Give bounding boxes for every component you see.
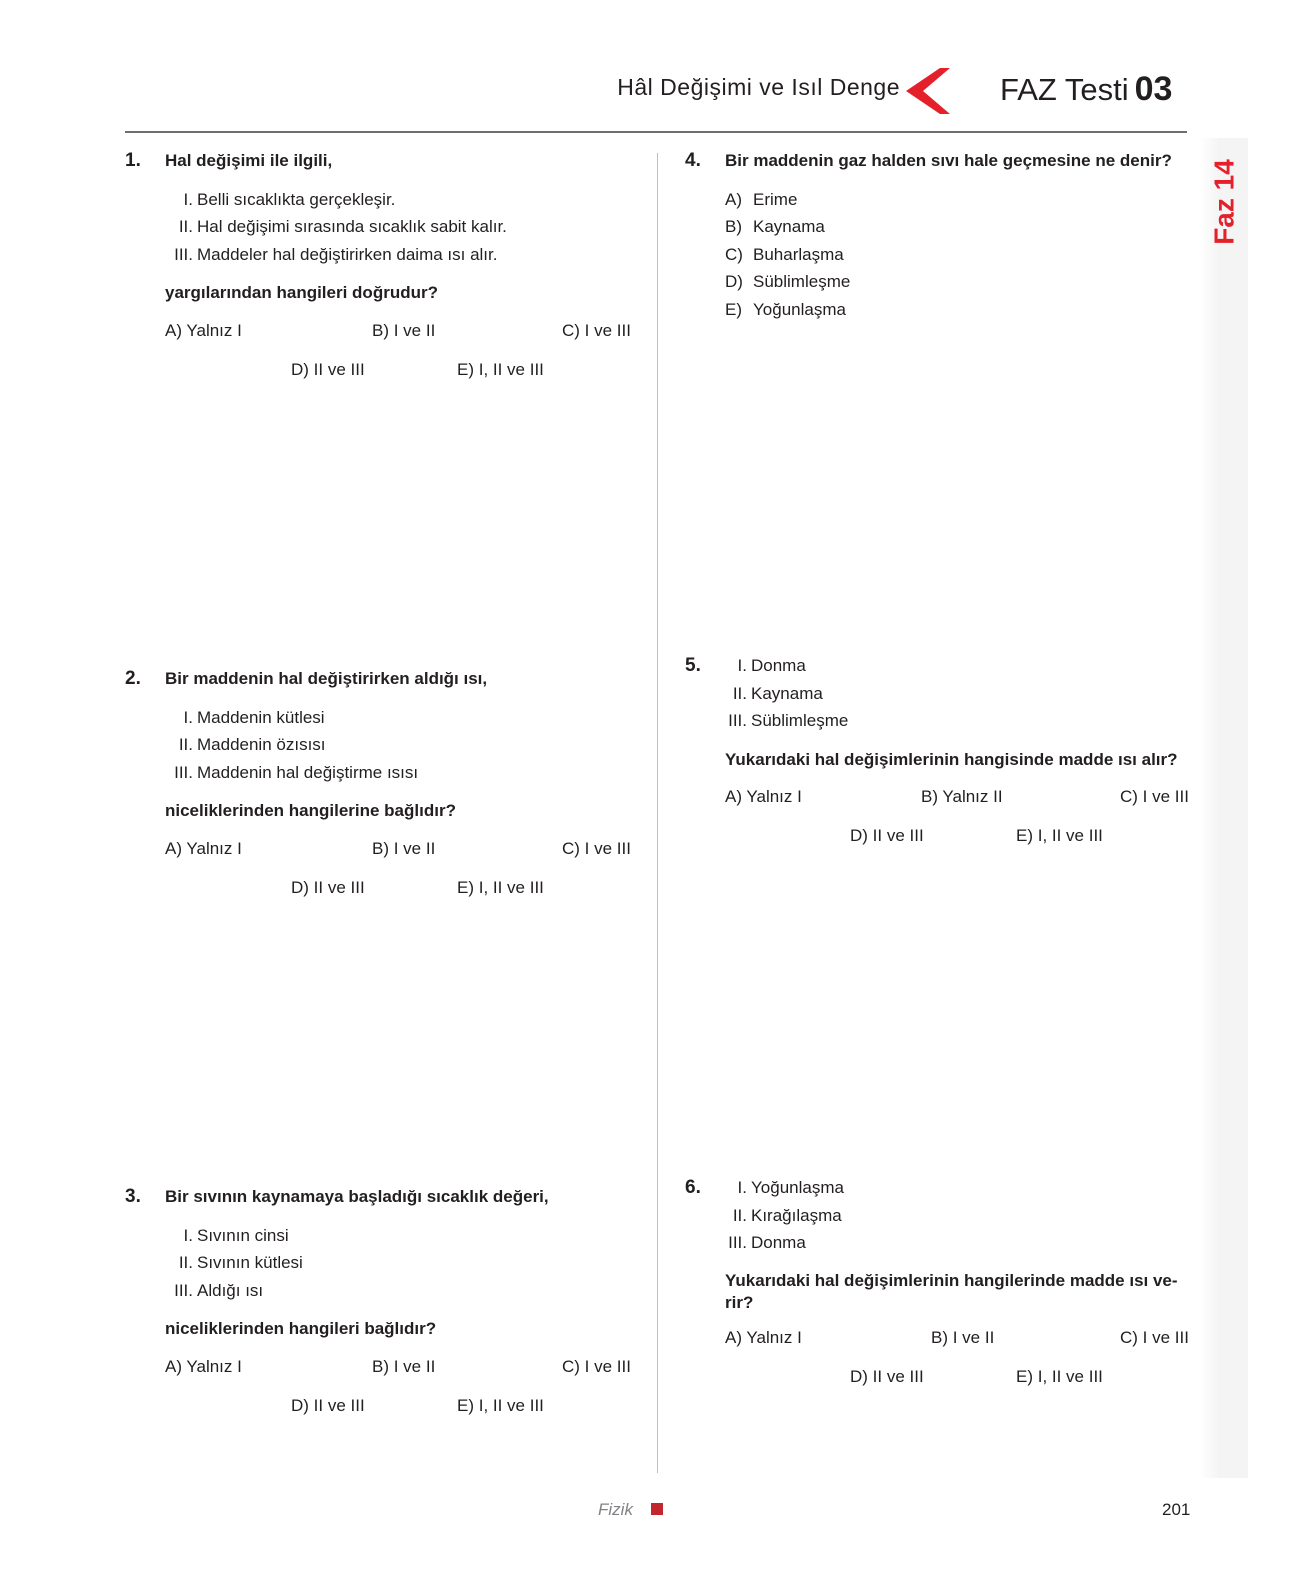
option-c[interactable]: C) Buharlaşma xyxy=(725,244,844,264)
statement-item: III. Aldığı ısı xyxy=(174,1280,264,1300)
option-b[interactable]: B) Yalnız II xyxy=(921,787,1003,806)
statement-item: I. Belli sıcaklıkta gerçekleşir. xyxy=(183,189,396,209)
question-prompt xyxy=(725,1270,1190,1314)
footer-square-icon xyxy=(651,1503,663,1515)
side-tab-label xyxy=(1206,150,1246,255)
question-prompt-line: rir? xyxy=(725,1292,754,1312)
answer-options xyxy=(725,783,1190,861)
option-d[interactable]: D) II ve III xyxy=(291,1395,365,1415)
option-e[interactable]: E) I, II ve III xyxy=(1016,1366,1103,1386)
statement-item: II. Kaynama xyxy=(732,683,823,703)
option-b[interactable]: B) I ve II xyxy=(372,1356,436,1376)
side-strip xyxy=(1200,138,1248,1478)
statement-item: III. Maddenin hal değiştirme ısısı xyxy=(174,762,419,782)
statement-item: III. Donma xyxy=(728,1233,806,1252)
option-c[interactable]: C) I ve III xyxy=(562,1356,631,1376)
option-c[interactable]: C) I ve III xyxy=(562,838,631,858)
option-e[interactable]: E) I, II ve III xyxy=(457,1395,544,1415)
option-a[interactable]: A) Yalnız I xyxy=(165,838,242,858)
statement-list xyxy=(171,1222,645,1305)
option-d[interactable]: D) II ve III xyxy=(850,1366,924,1386)
statement-item: II. Sıvının kütlesi xyxy=(178,1253,303,1272)
answer-options xyxy=(165,317,645,395)
statement-item: I. Maddenin kütlesi xyxy=(183,707,325,727)
side-tab-text: Faz 14 xyxy=(1208,159,1240,245)
option-a[interactable]: A) Yalnız I xyxy=(725,787,802,806)
question-number: 5. xyxy=(685,655,701,676)
option-d[interactable]: D) Süblimleşme xyxy=(725,272,851,291)
option-c[interactable]: C) I ve III xyxy=(1120,787,1189,806)
statement-list xyxy=(725,1174,1190,1257)
statement-item: I. Donma xyxy=(737,656,806,675)
statement-list xyxy=(171,704,645,787)
answer-options xyxy=(725,186,1190,324)
question-stem: Bir sıvının kaynamaya başladığı sıcaklık değeri, xyxy=(165,1187,549,1206)
question-prompt: niceliklerinden hangileri bağlıdır? xyxy=(165,1319,437,1338)
answer-options xyxy=(165,1353,645,1431)
question-number: 3. xyxy=(125,1186,141,1207)
question-prompt: niceliklerinden hangilerine bağlıdır? xyxy=(165,801,456,820)
column-divider xyxy=(657,153,658,1473)
option-d[interactable]: D) II ve III xyxy=(291,359,365,379)
page-number: 201 xyxy=(1162,1500,1191,1519)
statement-item: I. Yoğunlaşma xyxy=(737,1178,844,1197)
statement-item: II. Kırağılaşma xyxy=(732,1205,842,1225)
option-e[interactable]: E) I, II ve III xyxy=(457,877,544,897)
option-b[interactable]: B) I ve II xyxy=(372,320,436,340)
statement-item: II. Maddenin özısısı xyxy=(178,735,326,754)
test-number: 03 xyxy=(1134,70,1173,108)
option-c[interactable]: C) I ve III xyxy=(562,320,631,340)
option-e[interactable]: E) I, II ve III xyxy=(1016,826,1103,845)
statement-item: III. Maddeler hal değiştirirken daima ısı alır. xyxy=(174,244,498,264)
test-label: FAZ Testi xyxy=(1000,72,1129,107)
test-title xyxy=(1000,70,1172,109)
option-e[interactable]: E) I, II ve III xyxy=(457,359,544,379)
statement-item: III. Süblimleşme xyxy=(728,711,849,730)
question-prompt: yargılarından hangileri doğrudur? xyxy=(165,283,438,302)
footer-subject: Fizik xyxy=(598,1500,633,1519)
header-topic: Hâl Değişimi ve Isıl Denge xyxy=(617,74,900,100)
answer-options xyxy=(725,1324,1190,1402)
option-a[interactable]: A) Yalnız I xyxy=(165,320,242,340)
option-b[interactable]: B) I ve II xyxy=(931,1327,995,1347)
question-number: 1. xyxy=(125,150,141,171)
option-a[interactable]: A) Erime xyxy=(725,189,798,209)
question-number: 2. xyxy=(125,668,141,689)
option-b[interactable]: B) Kaynama xyxy=(725,217,825,236)
question-number: 6. xyxy=(685,1177,701,1198)
option-e[interactable]: E) Yoğunlaşma xyxy=(725,299,846,319)
question-stem: Hal değişimi ile ilgili, xyxy=(165,151,333,170)
statement-item: I. Sıvının cinsi xyxy=(183,1225,289,1245)
option-a[interactable]: A) Yalnız I xyxy=(725,1327,802,1347)
statement-list xyxy=(171,186,645,269)
option-b[interactable]: B) I ve II xyxy=(372,838,436,858)
question-stem: Bir maddenin gaz halden sıvı hale geçmesine ne denir? xyxy=(725,151,1172,170)
question-prompt-line: Yukarıdaki hal değişimlerinin hangilerinde madde ısı ve- xyxy=(725,1270,1178,1290)
statement-item: II. Hal değişimi sırasında sıcaklık sabit kalır. xyxy=(178,217,507,236)
chevron-left-icon xyxy=(906,68,950,114)
statement-list xyxy=(725,652,1190,735)
option-a[interactable]: A) Yalnız I xyxy=(165,1356,242,1376)
question-prompt: Yukarıdaki hal değişimlerinin hangisinde madde ısı alır? xyxy=(725,749,1178,769)
option-c[interactable]: C) I ve III xyxy=(1120,1327,1189,1347)
header-divider xyxy=(125,131,1187,133)
option-d[interactable]: D) II ve III xyxy=(850,826,924,845)
option-d[interactable]: D) II ve III xyxy=(291,877,365,897)
question-number: 4. xyxy=(685,150,701,171)
question-stem: Bir maddenin hal değiştirirken aldığı ısı, xyxy=(165,669,488,688)
answer-options xyxy=(165,835,645,913)
